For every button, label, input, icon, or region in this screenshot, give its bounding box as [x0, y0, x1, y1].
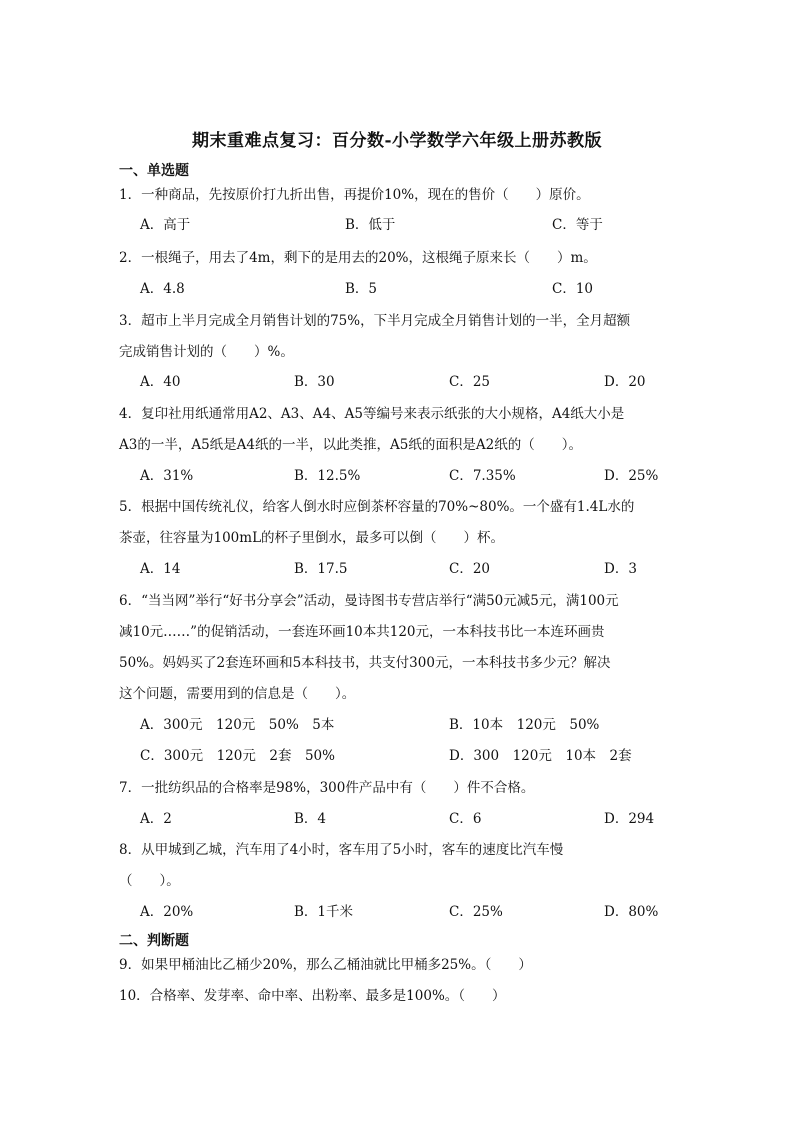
question-1-line-1: 1．一种商品，先按原价打九折出售，再提价10%，现在的售价（ ）原价。 — [119, 187, 590, 203]
question-5-option-b: B．17.5 — [294, 561, 348, 577]
question-3-option-b: B．30 — [294, 374, 335, 390]
question-1-option-c: C．等于 — [552, 217, 603, 233]
question-2-line-1: 2．一根绳子，用去了4m，剩下的是用去的20%，这根绳子原来长（ ）m。 — [119, 250, 597, 266]
question-7-option-b: B．4 — [294, 811, 327, 827]
question-8-option-a: A．20% — [140, 904, 194, 920]
question-6-line-1: 6．“当当网”举行“好书分享会”活动，曼诗图书专营店举行“满50元减5元，满100元 — [119, 593, 619, 609]
question-4-line-2: A3的一半，A5纸是A4纸的一半，以此类推，A5纸的面积是A2纸的（ ）。 — [119, 437, 582, 453]
question-8-line-1: 8．从甲城到乙城，汽车用了4小时，客车用了5小时，客车的速度比汽车慢 — [119, 842, 564, 858]
question-3-line-1: 3．超市上半月完成全月销售计划的75%，下半月完成全月销售计划的一半，全月超额 — [119, 313, 631, 329]
question-5-option-a: A．14 — [140, 561, 181, 577]
question-3-option-d: D．20 — [604, 374, 646, 390]
question-4-option-d: D．25% — [604, 468, 659, 484]
question-5-option-c: C．20 — [449, 561, 491, 577]
question-3-line-2: 完成销售计划的（ ）%。 — [119, 344, 294, 360]
question-6-line-4: 这个问题，需要用到的信息是（ ）。 — [119, 686, 356, 702]
question-9-line-1: 9．如果甲桶油比乙桶少20%，那么乙桶油就比甲桶多25%。（ ） — [119, 957, 532, 973]
question-1-option-a: A．高于 — [140, 217, 191, 233]
question-2-option-c: C．10 — [552, 281, 594, 297]
question-5-option-d: D．3 — [604, 561, 637, 577]
question-10-line-1: 10．合格率、发芽率、命中率、出粉率、最多是100%。（ ） — [119, 988, 506, 1004]
question-4-option-c: C．7.35% — [449, 468, 516, 484]
question-3-option-c: C．25 — [449, 374, 491, 390]
question-5-line-1: 5．根据中国传统礼仪，给客人倒水时应倒茶杯容量的70%~80%。一个盛有1.4L水的 — [119, 499, 635, 515]
question-6-option-d: D．300 120元 10本 2套 — [449, 748, 632, 764]
question-4-option-b: B．12.5% — [294, 468, 361, 484]
question-7-option-c: C．6 — [449, 811, 482, 827]
question-7-line-1: 7．一批纺织品的合格率是98%，300件产品中有（ ）件不合格。 — [119, 780, 535, 796]
question-6-option-c: C．300元 120元 2套 50% — [140, 748, 335, 764]
question-3-option-a: A．40 — [140, 374, 181, 390]
section-heading-single-choice: 一、单选题 — [119, 163, 189, 179]
question-4-line-1: 4．复印社用纸通常用A2、A3、A4、A5等编号来表示纸张的大小规格，A4纸大小是 — [119, 406, 625, 422]
question-8-line-2: （ ）。 — [119, 873, 180, 889]
question-1-option-b: B．低于 — [345, 217, 396, 233]
question-6-line-2: 减10元……”的促销活动，一套连环画10本共120元，一本科技书比一本连环画贵 — [119, 624, 605, 640]
question-7-option-a: A．2 — [140, 811, 172, 827]
question-7-option-d: D．294 — [604, 811, 655, 827]
question-2-option-a: A．4.8 — [140, 281, 185, 297]
page-title: 期末重难点复习：百分数-小学数学六年级上册苏教版 — [191, 131, 603, 151]
question-4-option-a: A．31% — [140, 468, 194, 484]
question-6-option-a: A．300元 120元 50% 5本 — [140, 717, 335, 733]
question-6-line-3: 50%。妈妈买了2套连环画和5本科技书，共支付300元，一本科技书多少元？解决 — [119, 655, 611, 671]
section-heading-true-false: 二、判断题 — [119, 933, 189, 949]
question-6-option-b: B．10本 120元 50% — [449, 717, 600, 733]
question-8-option-c: C．25% — [449, 904, 503, 920]
question-8-option-b: B．1千米 — [294, 904, 354, 920]
question-2-option-b: B．5 — [345, 281, 378, 297]
question-5-line-2: 茶壶，往容量为100mL的杯子里倒水，最多可以倒（ ）杯。 — [119, 530, 505, 546]
question-8-option-d: D．80% — [604, 904, 659, 920]
